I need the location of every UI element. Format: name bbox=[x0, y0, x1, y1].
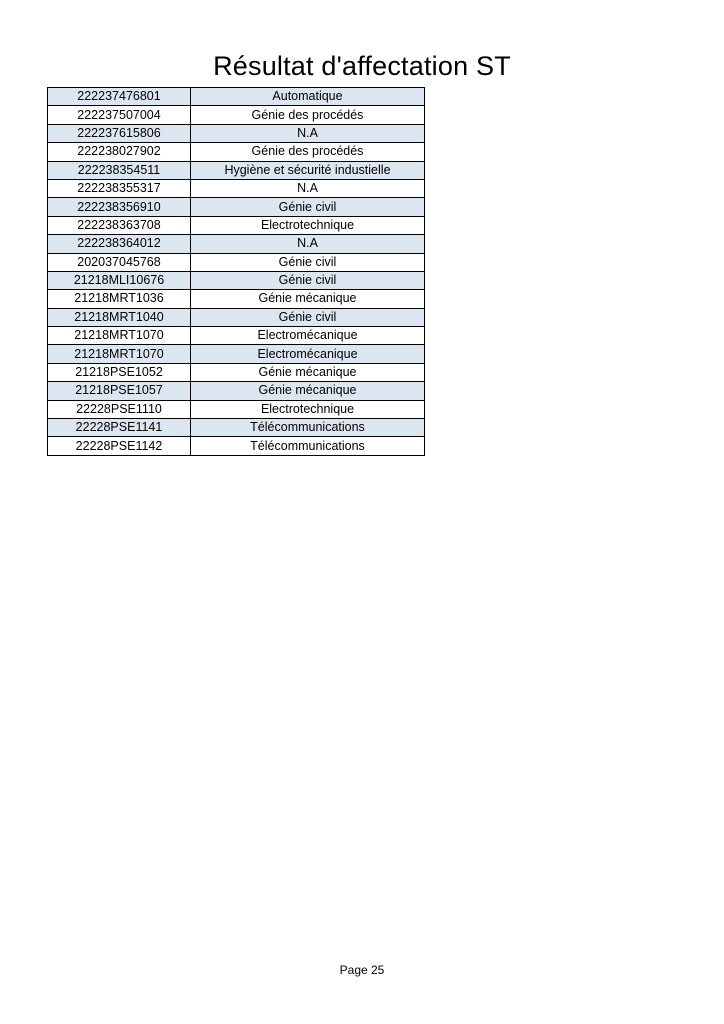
field-cell: Electrotechnique bbox=[191, 400, 425, 418]
table-row bbox=[48, 363, 425, 381]
field-cell: N.A bbox=[191, 124, 425, 142]
student-id-cell: 21218PSE1052 bbox=[48, 363, 191, 381]
table-row bbox=[48, 235, 425, 253]
table-row bbox=[48, 290, 425, 308]
table-row bbox=[48, 419, 425, 437]
student-id-cell: 222237476801 bbox=[48, 88, 191, 106]
table-row bbox=[48, 124, 425, 142]
table-row bbox=[48, 179, 425, 197]
student-id-cell: 222238355317 bbox=[48, 179, 191, 197]
table-row bbox=[48, 271, 425, 289]
assignment-results-table bbox=[47, 87, 425, 456]
field-cell: N.A bbox=[191, 235, 425, 253]
table-body bbox=[48, 88, 425, 456]
field-cell: Génie mécanique bbox=[191, 363, 425, 381]
field-cell: Génie des procédés bbox=[191, 106, 425, 124]
student-id-cell: 22228PSE1141 bbox=[48, 419, 191, 437]
field-cell: Electromécanique bbox=[191, 345, 425, 363]
student-id-cell: 222237507004 bbox=[48, 106, 191, 124]
student-id-cell: 222238354511 bbox=[48, 161, 191, 179]
field-cell: Génie des procédés bbox=[191, 143, 425, 161]
field-cell: Télécommunications bbox=[191, 437, 425, 455]
field-cell: Génie civil bbox=[191, 198, 425, 216]
student-id-cell: 202037045768 bbox=[48, 253, 191, 271]
table-row bbox=[48, 345, 425, 363]
field-cell: Electromécanique bbox=[191, 327, 425, 345]
student-id-cell: 222238027902 bbox=[48, 143, 191, 161]
student-id-cell: 22228PSE1110 bbox=[48, 400, 191, 418]
student-id-cell: 21218MRT1070 bbox=[48, 345, 191, 363]
student-id-cell: 222238364012 bbox=[48, 235, 191, 253]
field-cell: Télécommunications bbox=[191, 419, 425, 437]
table-row bbox=[48, 382, 425, 400]
field-cell: Génie civil bbox=[191, 271, 425, 289]
table-row bbox=[48, 437, 425, 455]
table-row bbox=[48, 253, 425, 271]
student-id-cell: 222238356910 bbox=[48, 198, 191, 216]
table-row bbox=[48, 161, 425, 179]
page-number: Page 25 bbox=[339, 963, 385, 977]
field-cell: Génie mécanique bbox=[191, 382, 425, 400]
page-title: Résultat d'affectation ST bbox=[213, 51, 511, 81]
table-row bbox=[48, 198, 425, 216]
student-id-cell: 21218MRT1036 bbox=[48, 290, 191, 308]
table-row bbox=[48, 143, 425, 161]
table-row bbox=[48, 106, 425, 124]
field-cell: Génie mécanique bbox=[191, 290, 425, 308]
table-row bbox=[48, 327, 425, 345]
field-cell: Hygiène et sécurité industielle bbox=[191, 161, 425, 179]
table-row bbox=[48, 308, 425, 326]
student-id-cell: 21218MRT1040 bbox=[48, 308, 191, 326]
table-row bbox=[48, 88, 425, 106]
field-cell: N.A bbox=[191, 179, 425, 197]
student-id-cell: 21218MLI10676 bbox=[48, 271, 191, 289]
student-id-cell: 222237615806 bbox=[48, 124, 191, 142]
student-id-cell: 21218MRT1070 bbox=[48, 327, 191, 345]
field-cell: Automatique bbox=[191, 88, 425, 106]
student-id-cell: 22228PSE1142 bbox=[48, 437, 191, 455]
student-id-cell: 222238363708 bbox=[48, 216, 191, 234]
table-row bbox=[48, 216, 425, 234]
student-id-cell: 21218PSE1057 bbox=[48, 382, 191, 400]
table-row bbox=[48, 400, 425, 418]
field-cell: Génie civil bbox=[191, 308, 425, 326]
field-cell: Génie civil bbox=[191, 253, 425, 271]
field-cell: Electrotechnique bbox=[191, 216, 425, 234]
